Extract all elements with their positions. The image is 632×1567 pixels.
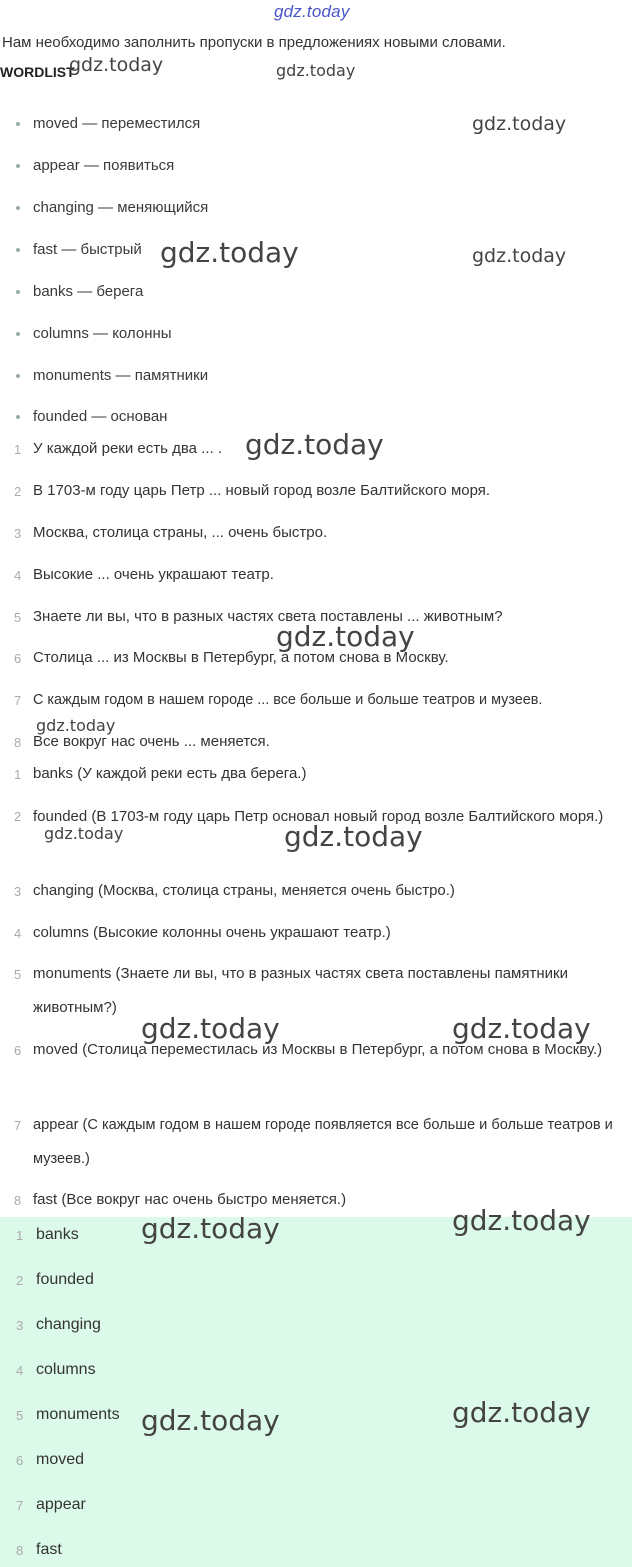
answer-number: 2 bbox=[14, 809, 22, 824]
wordlist-item-text: fast — быстрый bbox=[33, 241, 142, 258]
watermark: gdz.today bbox=[245, 428, 384, 461]
sentence-text: Знаете ли вы, что в разных частях света поставлены ... животным? bbox=[33, 608, 503, 625]
bullet-icon bbox=[16, 122, 20, 126]
bullet-icon bbox=[16, 290, 20, 294]
answer-number: 4 bbox=[14, 926, 22, 941]
watermark: gdz.today bbox=[36, 716, 116, 735]
bullet-icon bbox=[16, 206, 20, 210]
sentence-number: 3 bbox=[14, 526, 22, 541]
sentence-number: 2 bbox=[14, 484, 22, 499]
answer-text: banks (У каждой реки есть два берега.) bbox=[33, 765, 307, 782]
wordlist-item-text: columns — колонны bbox=[33, 325, 172, 342]
sentence-number: 8 bbox=[14, 735, 22, 750]
answer-number: 5 bbox=[14, 967, 22, 982]
wordlist-item-text: monuments — памятники bbox=[33, 367, 209, 384]
wordlist-item bbox=[16, 325, 172, 342]
short-answer-text: moved bbox=[36, 1451, 85, 1468]
wordlist-title: WORDLIST bbox=[0, 64, 75, 80]
sentence-text: Москва, столица страны, ... очень быстро. bbox=[33, 524, 328, 541]
watermark: gdz.today bbox=[452, 1204, 591, 1237]
short-answer-number: 6 bbox=[16, 1453, 24, 1468]
sentence-number: 5 bbox=[14, 610, 22, 625]
bullet-icon bbox=[16, 248, 20, 252]
sentence-number: 1 bbox=[14, 442, 22, 457]
watermark: gdz.today bbox=[160, 236, 299, 269]
bullet-icon bbox=[16, 164, 20, 168]
wordlist-item bbox=[16, 241, 142, 258]
answer-text: columns (Высокие колонны очень украшают театр.) bbox=[33, 924, 391, 941]
bullet-icon bbox=[16, 374, 20, 378]
answer-number: 8 bbox=[14, 1193, 22, 1208]
watermark: gdz.today bbox=[472, 245, 567, 267]
sentence-number: 6 bbox=[14, 651, 22, 666]
short-answer-number: 1 bbox=[16, 1228, 24, 1243]
answer-text: monuments (Знаете ли вы, что в разных частях света поставлены памятники животным?) bbox=[33, 965, 568, 1016]
short-answer-text: fast bbox=[36, 1541, 62, 1558]
wordlist-item bbox=[16, 115, 200, 132]
site-logo[interactable]: gdz.today bbox=[274, 2, 350, 21]
short-answer-text: appear bbox=[36, 1496, 86, 1513]
watermark: gdz.today bbox=[141, 1212, 280, 1245]
watermark: gdz.today bbox=[141, 1012, 280, 1045]
short-answer-number: 3 bbox=[16, 1318, 24, 1333]
answer-text: changing (Москва, столица страны, меняется очень быстро.) bbox=[33, 882, 455, 899]
watermark: gdz.today bbox=[452, 1396, 591, 1429]
task-instruction: Нам необходимо заполнить пропуски в предложениях новыми словами. bbox=[2, 34, 506, 51]
answer-number: 7 bbox=[14, 1118, 22, 1133]
wordlist-item-text: banks — берега bbox=[33, 283, 144, 300]
short-answer-number: 5 bbox=[16, 1408, 24, 1423]
sentence-text: Все вокруг нас очень ... меняется. bbox=[33, 733, 270, 750]
bullet-icon bbox=[16, 332, 20, 336]
short-answer-number: 2 bbox=[16, 1273, 24, 1288]
answer-number: 3 bbox=[14, 884, 22, 899]
short-answer-text: founded bbox=[36, 1271, 94, 1288]
sentence-number: 4 bbox=[14, 568, 22, 583]
short-answer-text: monuments bbox=[36, 1406, 120, 1423]
wordlist-item bbox=[16, 408, 167, 425]
wordlist-item-text: moved — переместился bbox=[33, 115, 201, 132]
watermark: gdz.today bbox=[472, 113, 567, 135]
sentence-text: В 1703-м году царь Петр ... новый город возле Балтийского моря. bbox=[33, 482, 491, 499]
wordlist-item-text: founded — основан bbox=[33, 408, 168, 425]
watermark: gdz.today bbox=[452, 1012, 591, 1045]
sentence-number: 7 bbox=[14, 693, 22, 708]
short-answer-text: columns bbox=[36, 1361, 96, 1378]
wordlist-item-text: changing — меняющийся bbox=[33, 199, 209, 216]
answer-text: fast (Все вокруг нас очень быстро меняется.) bbox=[33, 1191, 347, 1208]
sentence-text: У каждой реки есть два ... . bbox=[33, 440, 222, 457]
short-answer-number: 8 bbox=[16, 1543, 24, 1558]
wordlist-item-text: appear — появиться bbox=[33, 157, 175, 174]
sentence-text: С каждым годом в нашем городе ... все больше и больше театров и музеев. bbox=[33, 692, 543, 708]
wordlist-item bbox=[16, 157, 174, 174]
answer-text: founded (В 1703-м году царь Петр основал новый город возле Балтийского моря.) bbox=[33, 808, 604, 825]
answer-number: 1 bbox=[14, 767, 22, 782]
sentence-text: Высокие ... очень украшают театр. bbox=[33, 566, 274, 583]
watermark: gdz.today bbox=[276, 61, 356, 80]
wordlist-item bbox=[16, 199, 208, 216]
wordlist-item bbox=[16, 283, 143, 300]
watermark: gdz.today bbox=[141, 1404, 280, 1437]
answer-number: 6 bbox=[14, 1043, 22, 1058]
answer-text: appear (С каждым годом в нашем городе появляется все больше и больше театров и музеев.) bbox=[33, 1117, 613, 1167]
short-answer-number: 7 bbox=[16, 1498, 24, 1513]
watermark: gdz.today bbox=[276, 620, 415, 653]
short-answer-number: 4 bbox=[16, 1363, 24, 1378]
watermark: gdz.today bbox=[44, 824, 124, 843]
short-answer-text: changing bbox=[36, 1316, 101, 1333]
wordlist-item bbox=[16, 367, 208, 384]
watermark: gdz.today bbox=[284, 820, 423, 853]
short-answers-panel bbox=[0, 1217, 632, 1567]
answer-text: moved (Столица переместилась из Москвы в Петербург, а потом снова в Москву.) bbox=[33, 1041, 603, 1058]
short-answer-text: banks bbox=[36, 1226, 79, 1243]
bullet-icon bbox=[16, 415, 20, 419]
watermark: gdz.today bbox=[69, 54, 164, 76]
sentence-text: Столица ... из Москвы в Петербург, а потом снова в Москву. bbox=[33, 649, 449, 666]
